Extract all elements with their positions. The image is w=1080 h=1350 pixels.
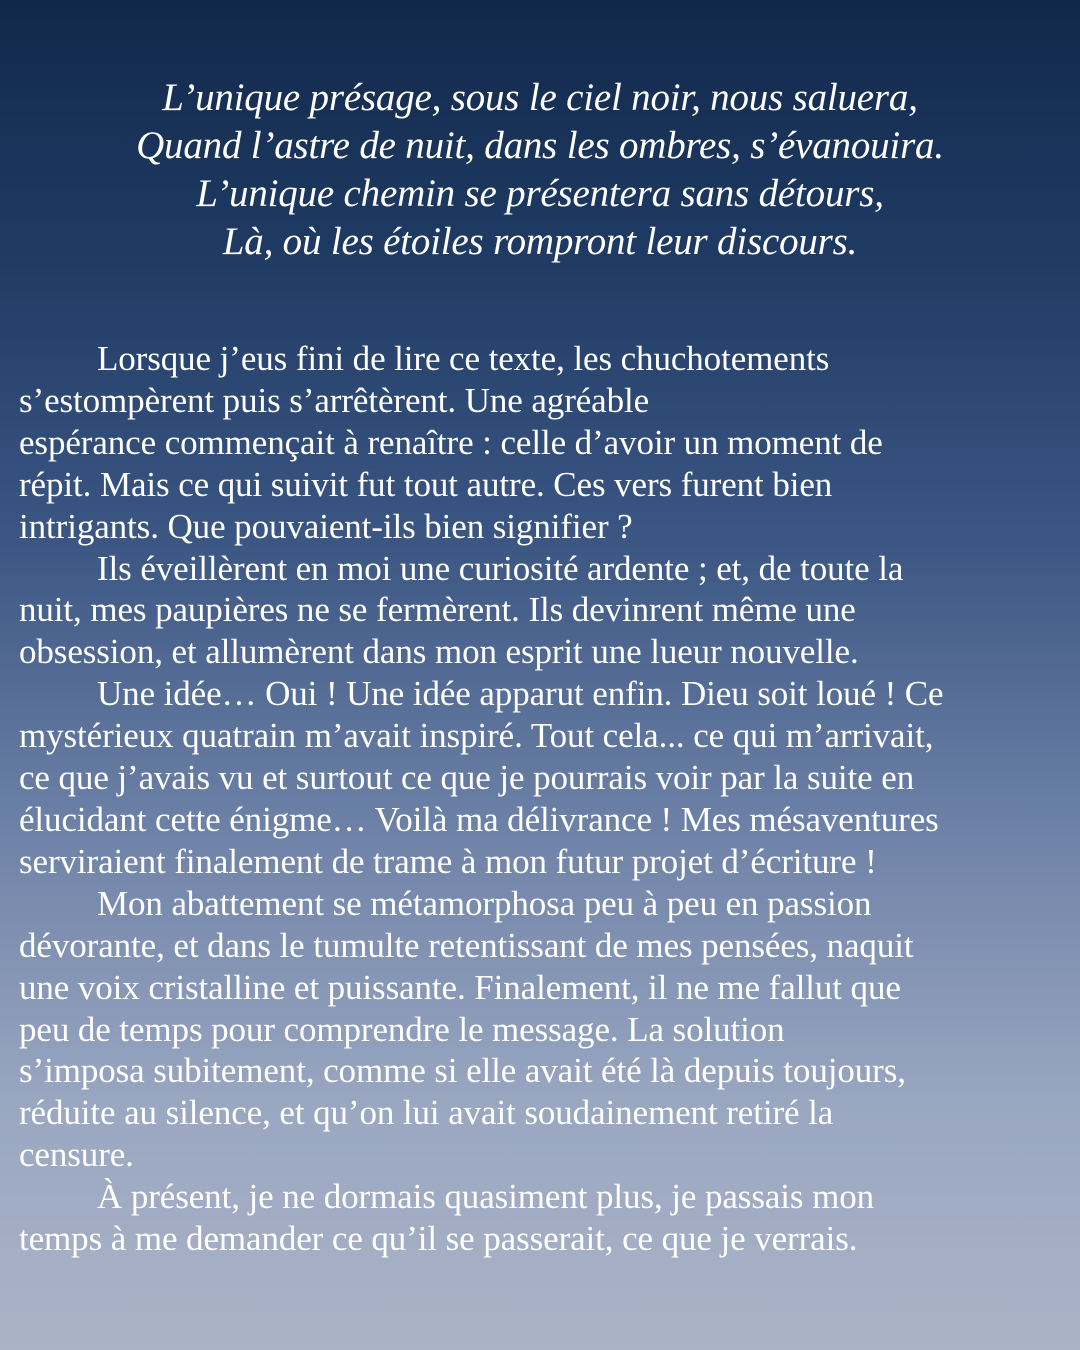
text-line: une voix cristalline et puissante. Finalement, il ne me fallut que xyxy=(19,967,901,1007)
text-line: Lorsque j’eus fini de lire ce texte, les chuchotements xyxy=(97,339,830,378)
paragraph xyxy=(19,548,1059,674)
paragraph xyxy=(19,883,1059,1176)
text-line: À présent, je ne dormais quasiment plus, je passais mon xyxy=(97,1177,874,1217)
text-line: nuit, mes paupières ne se fermèrent. Ils devinrent même une xyxy=(19,590,856,630)
text-line: dévorante, et dans le tumulte retentissant de mes pensées, naquit xyxy=(19,925,914,965)
text-line: obsession, et allumèrent dans mon esprit une lueur nouvelle. xyxy=(19,632,859,672)
quatrain xyxy=(0,74,1080,266)
paragraph xyxy=(19,338,1059,548)
text-line: ce que j’avais vu et surtout ce que je pourrais voir par la suite en xyxy=(19,758,915,798)
text-line: temps à me demander ce qu’il se passerait, ce que je verrais. xyxy=(19,1219,858,1259)
text-line: Ils éveillèrent en moi une curiosité ardente ; et, de toute la xyxy=(97,548,904,588)
paragraph xyxy=(19,673,1059,883)
text-line: Mon abattement se métamorphosa peu à peu en passion xyxy=(97,883,872,923)
text-line: répit. Mais ce qui suivit fut tout autre. Ces vers furent bien xyxy=(19,464,833,504)
text-line: peu de temps pour comprendre le message. La solution xyxy=(19,1009,785,1049)
text-line: espérance commençait à renaître : celle d’avoir un moment de xyxy=(19,422,883,462)
text-line: serviraient finalement de trame à mon futur projet d’écriture ! xyxy=(19,841,877,881)
quatrain-line: Là, où les étoiles rompront leur discours. xyxy=(222,220,858,263)
text-line: s’estompèrent puis s’arrêtèrent. Une agréable xyxy=(19,380,650,420)
text-line: Une idée… Oui ! Une idée apparut enfin. Dieu soit loué ! Ce xyxy=(97,674,944,714)
quatrain-line: L’unique présage, sous le ciel noir, nous saluera, xyxy=(162,76,918,119)
text-line: censure. xyxy=(19,1135,134,1175)
text-line: élucidant cette énigme… Voilà ma délivrance ! Mes mésaventures xyxy=(19,799,939,839)
text-line: intrigants. Que pouvaient-ils bien signifier ? xyxy=(19,506,633,546)
text-line: s’imposa subitement, comme si elle avait été là depuis toujours, xyxy=(19,1051,906,1091)
text-line: mystérieux quatrain m’avait inspiré. Tout cela... ce qui m’arrivait, xyxy=(19,716,934,756)
quatrain-line: Quand l’astre de nuit, dans les ombres, s’évanouira. xyxy=(136,124,944,167)
quatrain-line: L’unique chemin se présentera sans détours, xyxy=(196,172,884,215)
text-line: réduite au silence, et qu’on lui avait soudainement retiré la xyxy=(19,1093,834,1133)
prose-body xyxy=(19,338,1059,1260)
paragraph xyxy=(19,1176,1059,1260)
